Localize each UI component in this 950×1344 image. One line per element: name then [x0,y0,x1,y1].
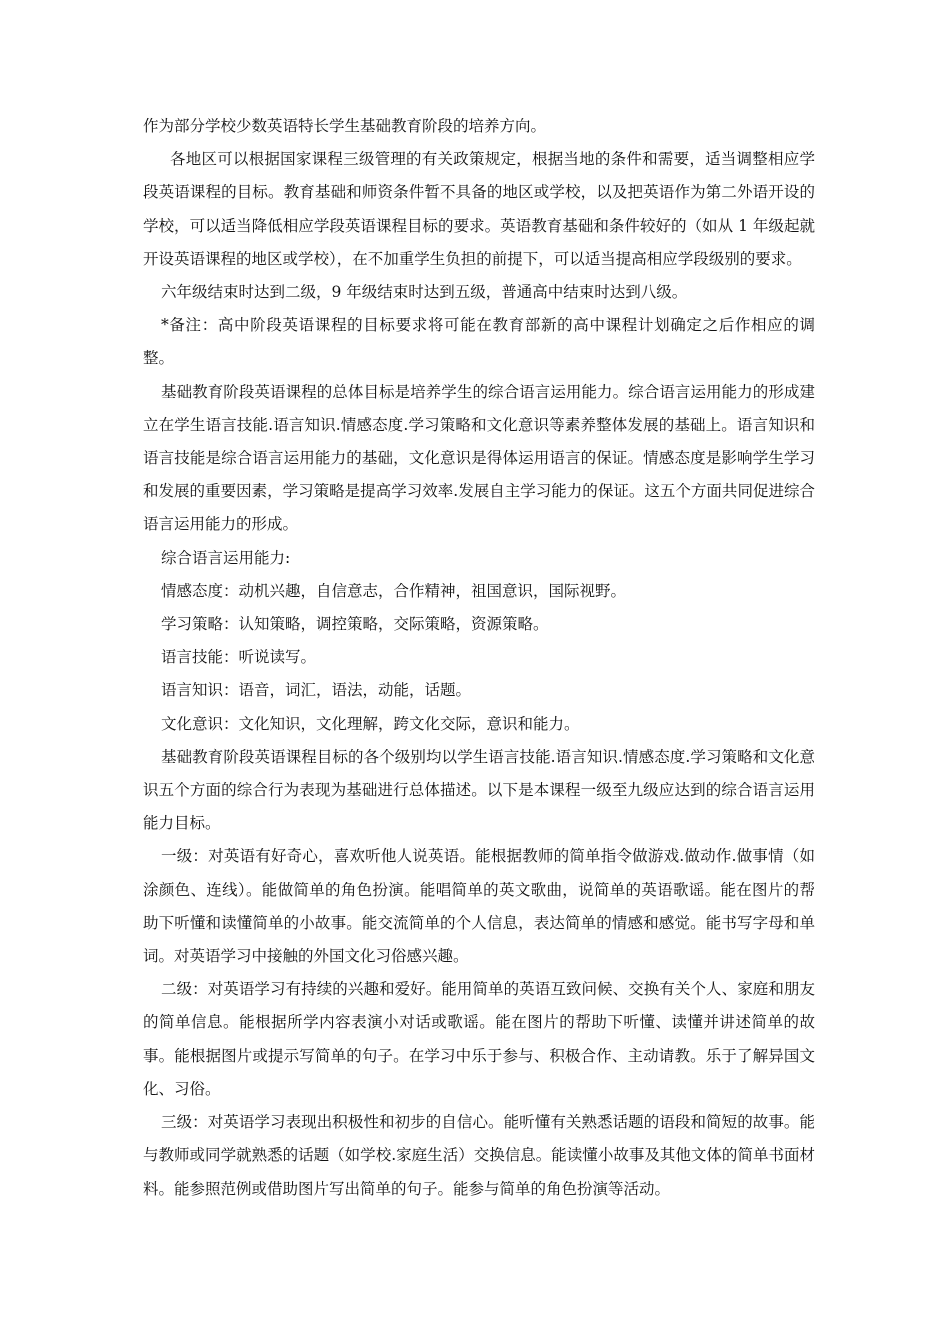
paragraph-level-two: 二级：对英语学习有持续的兴趣和爱好。能用简单的英语互致问候、交换有关个人、家庭和朋友的简单信息。能根据所学内容表演小对话或歌谣。能在图片的帮助下听懂、读懂并讲述简单的故事。能根据图片或提示写简单的句子。在学习中乐于参与、积极合作、主动请教。乐于了解异国文化、习俗。 [143,980,815,1098]
paragraph-strategy: 学习策略：认知策略，调控策略，交际策略，资源策略。 [161,615,549,634]
paragraph-culture: 文化意识：文化知识，文化理解，跨文化交际，意识和能力。 [161,714,580,733]
paragraph-level-description: 基础教育阶段英语课程目标的各个级别均以学生语言技能.语言知识.情感态度.学习策略和文化意识五个方面的综合行为表现为基础进行总体描述。以下是本课程一级至九级应达到的综合语言运用能力目标。 [143,747,815,833]
paragraph-level-three: 三级：对英语学习表现出积极性和初步的自信心。能听懂有关熟悉话题的语段和简短的故事。能与教师或同学就熟悉的话题（如学校.家庭生活）交换信息。能读懂小故事及其他文体的简单书面材料。能参照范例或借助图片写出简单的句子。能参与简单的角色扮演等活动。 [143,1113,815,1198]
paragraph-knowledge: 语言知识：语音，词汇，语法，动能，话题。 [161,681,472,700]
paragraph-grade-levels: 六年级结束时达到二级，9 年级结束时达到五级，普通高中结束时达到八级。 [161,283,688,302]
paragraph-regional-adjustment: 各地区可以根据国家课程三级管理的有关政策规定，根据当地的条件和需要，适当调整相应学段英语课程的目标。教育基础和师资条件暂不具备的地区或学校，以及把英语作为第二外语开设的学校，可以适当降低相应学段英语课程目标的要求。英语教育基础和条件较好的（如从 1 年级起就开设英语课程的地区或学校），在不加重学生负担的前提下，可以适当提高相应学段级别的要求。 [143,150,815,268]
paragraph-overall-goal: 基础教育阶段英语课程的总体目标是培养学生的综合语言运用能力。综合语言运用能力的形成建立在学生语言技能.语言知识.情感态度.学习策略和文化意识等素养整体发展的基础上。语言知识和语言技能是综合语言运用能力的基础，文化意识是得体运用语言的保证。情感态度是影响学生学习和发展的重要因素，学习策略是提高学习效率.发展自主学习能力的保证。这五个方面共同促进综合语言运用能力的形成。 [143,382,815,534]
paragraph-continuation: 作为部分学校少数英语特长学生基础教育阶段的培养方向。 [143,117,547,135]
document-body [143,110,815,1206]
paragraph-note: *备注：高中阶段英语课程的目标要求将可能在教育部新的高中课程计划确定之后作相应的调整。 [143,316,815,368]
paragraph-attitude: 情感态度：动机兴趣，自信意志，合作精神，祖国意识，国际视野。 [161,581,627,600]
paragraph-skills: 语言技能：听说读写。 [161,648,317,667]
paragraph-level-one: 一级：对英语有好奇心，喜欢听他人说英语。能根据教师的简单指令做游戏.做动作.做事情（如涂颜色、连线）。能做简单的角色扮演。能唱简单的英文歌曲，说简单的英语歌谣。能在图片的帮助下听懂和读懂简单的小故事。能交流简单的个人信息，表达简单的情感和感觉。能书写字母和单词。对英语学习中接触的外国文化习俗感兴趣。 [143,847,815,966]
paragraph-ability-heading: 综合语言运用能力: [161,548,291,567]
